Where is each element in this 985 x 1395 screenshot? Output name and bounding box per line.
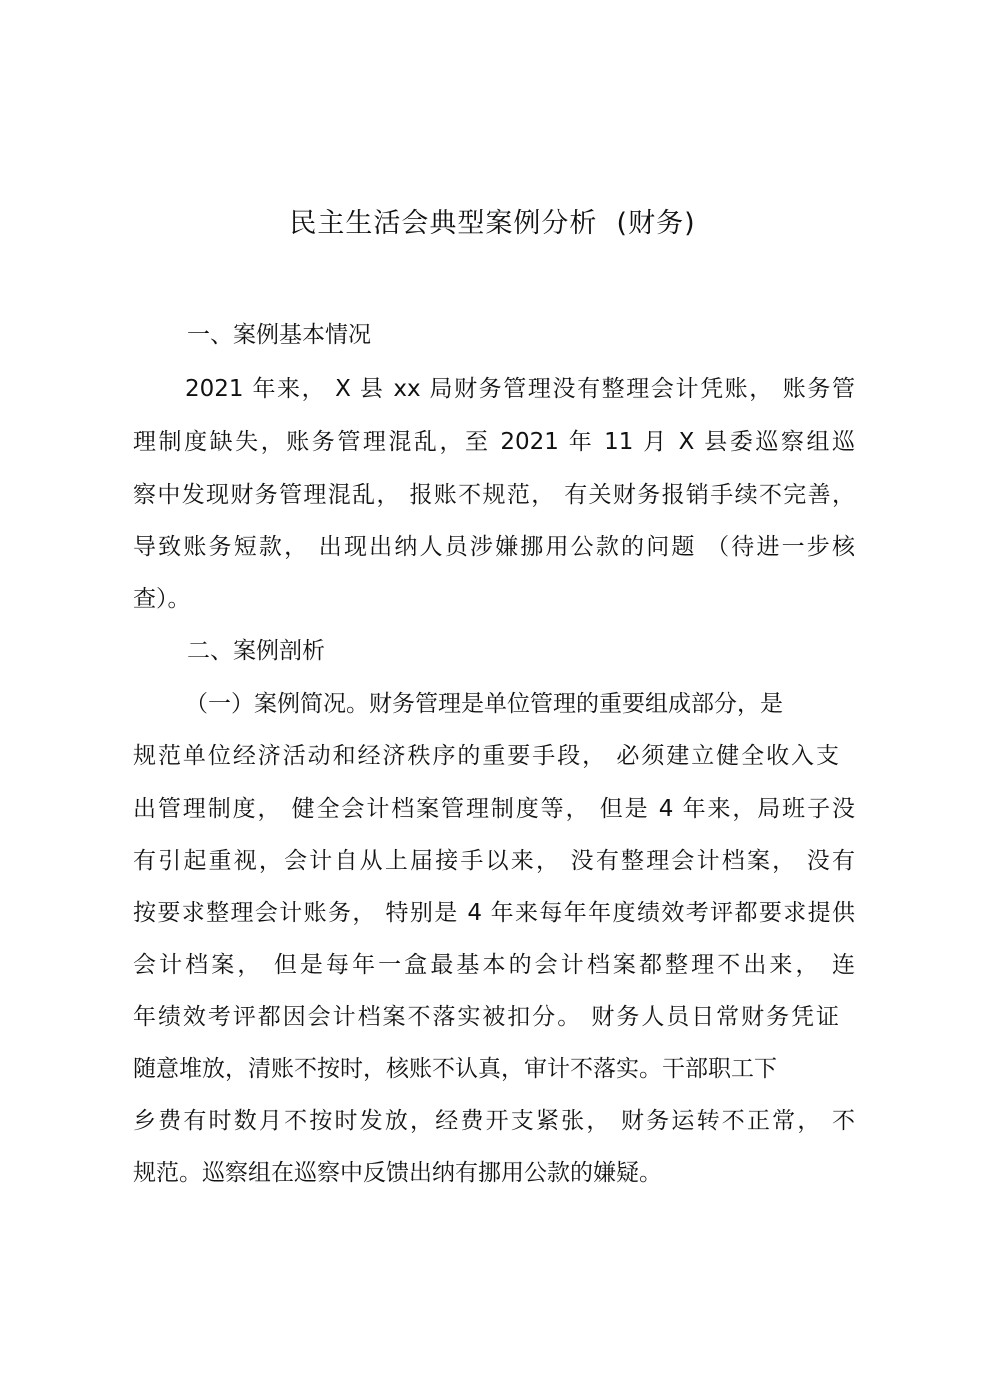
section2-line-4: 有引起重视，会计自从上届接手以来， 没有整理会计档案， 没有	[133, 848, 855, 874]
section1-heading: 一、案例基本情况	[187, 322, 371, 348]
section2-line-8: 随意堆放，清账不按时，核账不认真，审计不落实。干部职工下	[133, 1056, 777, 1082]
section2-line-10: 规范。巡察组在巡察中反馈出纳有挪用公款的嫌疑。	[133, 1160, 662, 1186]
section2-line-9: 乡费有时数月不按时发放，经费开支紧张， 财务运转不正常， 不	[133, 1108, 855, 1134]
section2-line-7: 年绩效考评都因会计档案不落实被扣分。 财务人员日常财务凭证	[133, 1004, 839, 1030]
document-title: 民主生活会典型案例分析 (财务)	[289, 208, 696, 239]
section2-line-2: 规范单位经济活动和经济秩序的重要手段， 必须建立健全收入支	[133, 743, 839, 769]
section2-line-3: 出管理制度， 健全会计档案管理制度等， 但是 4 年来，局班子没	[133, 796, 855, 822]
section1-line-1: 2021 年来， X 县 xx 局财务管理没有整理会计凭账， 账务管	[185, 376, 855, 402]
section1-line-2: 理制度缺失，账务管理混乱，至 2021 年 11 月 X 县委巡察组巡	[133, 429, 855, 455]
section1-line-4: 导致账务短款， 出现出纳人员涉嫌挪用公款的问题 （待进一步核	[133, 534, 855, 560]
section2-line-6: 会计档案， 但是每年一盒最基本的会计档案都整理不出来， 连	[133, 952, 855, 978]
section2-line-5: 按要求整理会计账务， 特别是 4 年来每年年度绩效考评都要求提供	[133, 900, 855, 926]
section2-line-1: （一）案例简况。财务管理是单位管理的重要组成部分，是	[185, 691, 783, 717]
section1-line-5: 查）。	[133, 586, 191, 612]
section2-heading: 二、案例剖析	[187, 638, 325, 664]
section1-line-3: 察中发现财务管理混乱， 报账不规范， 有关财务报销手续不完善，	[133, 482, 855, 508]
